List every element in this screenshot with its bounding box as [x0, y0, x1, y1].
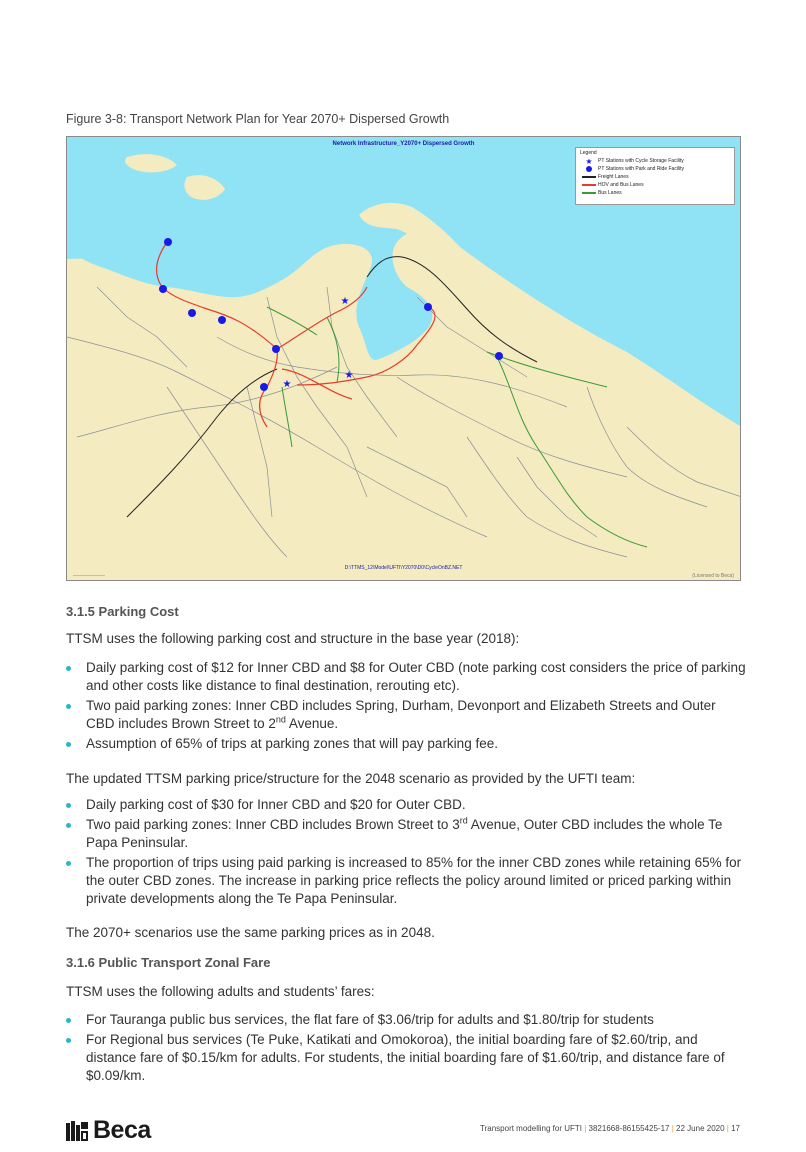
hov-line-icon [580, 184, 598, 185]
transport-network-map [66, 136, 741, 581]
map-legend [575, 147, 735, 205]
list-item: The proportion of trips using paid parking is increased to 85% for the inner CBD zones while retaining 65% for the outer CBD zones. The increase in parking price reflects the policy around limited or priced parking within private developments along the Te Papa Peninsular. [66, 854, 746, 908]
dot-icon [580, 166, 598, 172]
section-heading-pt-zonal-fare: 3.1.6 Public Transport Zonal Fare [66, 955, 271, 970]
map-license: (Licensed to Beca) [692, 573, 734, 579]
paragraph-fares-intro: TTSM uses the following adults and students’ fares: [66, 984, 375, 999]
freight-line-icon [580, 176, 598, 177]
figure-caption: Figure 3-8: Transport Network Plan for Year 2070+ Dispersed Growth [66, 112, 450, 126]
footer-doc-title: Transport modelling for UFTI [480, 1124, 582, 1133]
list-item: Assumption of 65% of trips at parking zones that will pay parking fee. [66, 735, 746, 753]
map-scale-bar: ───────── [73, 573, 105, 579]
parking-2048-list [66, 796, 746, 910]
list-item: For Regional bus services (Te Puke, Katikati and Omokoroa), the initial boarding fare of $2.60/trip, and distance fare of $0.15/km for adults. For students, the initial boarding fare of $1.60/trip, and distance fare of $0.09/km. [66, 1031, 746, 1085]
svg-text:★: ★ [340, 296, 350, 307]
list-item: Daily parking cost of $12 for Inner CBD and $8 for Outer CBD (note parking cost considers the price of parking and other costs like distance to final destination, rerouting etc). [66, 659, 746, 695]
list-item: Two paid parking zones: Inner CBD includes Brown Street to 3rd Avenue, Outer CBD includes the whole Te Papa Peninsular. [66, 816, 746, 852]
section-heading-parking-cost: 3.1.5 Parking Cost [66, 604, 179, 619]
map-file-path: D:\TTMS_12\Model\UFTI\Y2070\D0\CycleOnBZ.NET [344, 565, 463, 571]
footer-doc-number: 3821668-86155425-17 [588, 1124, 670, 1133]
map-title: Network Infrastructure_Y2070+ Dispersed Growth [332, 141, 475, 147]
list-item: Two paid parking zones: Inner CBD includes Spring, Durham, Devonport and Elizabeth Streets and Outer CBD includes Brown Street to 2nd Avenue. [66, 697, 746, 733]
beca-logo [66, 1116, 151, 1145]
star-icon: ★ [585, 156, 593, 166]
bus-line-icon [580, 192, 598, 193]
beca-logo-icon [66, 1121, 88, 1141]
footer-date: 22 June 2020 [676, 1124, 725, 1133]
bus-lanes [267, 307, 647, 547]
footer-page-number: 17 [731, 1124, 740, 1133]
legend-title: Legend [580, 150, 597, 156]
paragraph-parking-closing: The 2070+ scenarios use the same parking prices as in 2048. [66, 925, 435, 940]
legend-item-park-and-ride: PT Stations with Park and Ride Facility [580, 165, 730, 173]
svg-text:★: ★ [344, 370, 354, 381]
legend-item-hov: HOV and Bus Lanes [580, 181, 730, 189]
paragraph-parking-2048-intro: The updated TTSM parking price/structure for the 2048 scenario as provided by the UFTI team: [66, 771, 636, 786]
legend-item-cycle-storage: ★ PT Stations with Cycle Storage Facility [580, 157, 730, 165]
parking-base-list [66, 659, 746, 755]
freight-line-west [127, 369, 277, 517]
svg-text:★: ★ [282, 379, 292, 390]
legend-item-freight: Freight Lanes [580, 173, 730, 181]
paragraph-parking-intro: TTSM uses the following parking cost and structure in the base year (2018): [66, 631, 520, 646]
list-item: For Tauranga public bus services, the flat fare of $3.06/trip for adults and $1.80/trip for students [66, 1011, 746, 1029]
list-item: Daily parking cost of $30 for Inner CBD and $20 for Outer CBD. [66, 796, 746, 814]
page-footer: Transport modelling for UFTI | 3821668-86155425-17 | 22 June 2020 | 17 [480, 1124, 740, 1133]
fares-list [66, 1011, 746, 1087]
logo-text: Beca [93, 1116, 151, 1144]
legend-item-bus: Bus Lanes [580, 189, 730, 197]
